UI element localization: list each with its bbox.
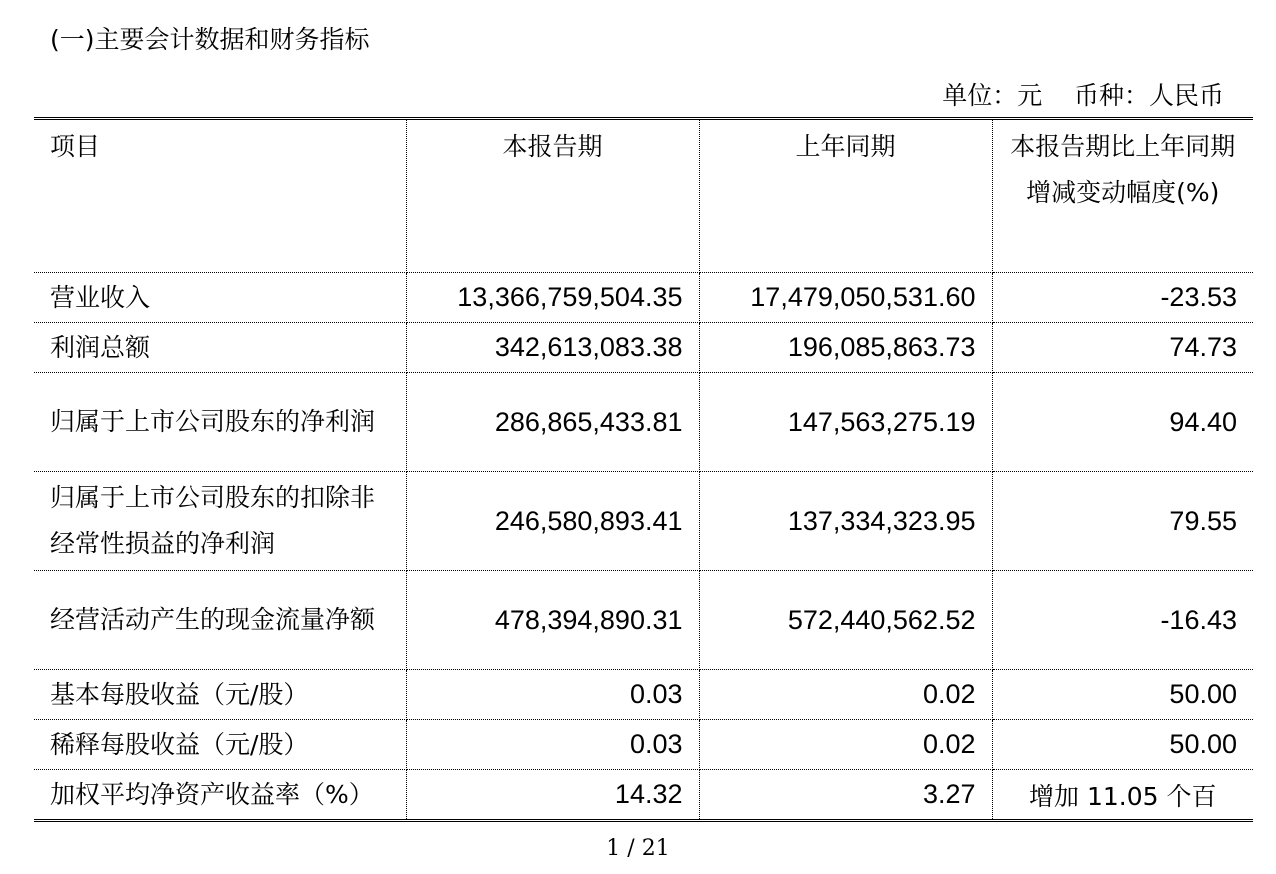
change-value: 74.73 bbox=[992, 323, 1253, 373]
table-row bbox=[34, 323, 1253, 373]
table-row bbox=[34, 373, 1253, 472]
row-label: 营业收入 bbox=[34, 273, 406, 323]
change-value: 79.55 bbox=[992, 472, 1253, 571]
change-value: 增加 11.05 个百 bbox=[992, 770, 1253, 821]
row-label: 基本每股收益（元/股） bbox=[34, 670, 406, 720]
unit-currency-note: 单位：元 币种：人民币 bbox=[942, 81, 1224, 110]
table-row bbox=[34, 720, 1253, 770]
change-value: 94.40 bbox=[992, 373, 1253, 472]
current-value: 286,865,433.81 bbox=[406, 373, 699, 472]
prior-value: 572,440,562.52 bbox=[699, 571, 992, 670]
prior-value: 17,479,050,531.60 bbox=[699, 273, 992, 323]
change-value: 50.00 bbox=[992, 670, 1253, 720]
header-item: 项目 bbox=[34, 119, 406, 273]
current-value: 246,580,893.41 bbox=[406, 472, 699, 571]
table-header-row bbox=[34, 119, 1253, 273]
change-value: -16.43 bbox=[992, 571, 1253, 670]
financial-data-table bbox=[34, 117, 1253, 822]
header-current-period: 本报告期 bbox=[406, 119, 699, 273]
prior-value: 0.02 bbox=[699, 720, 992, 770]
row-label: 稀释每股收益（元/股） bbox=[34, 720, 406, 770]
row-label: 归属于上市公司股东的净利润 bbox=[34, 373, 406, 472]
row-label: 经营活动产生的现金流量净额 bbox=[34, 571, 406, 670]
current-value: 14.32 bbox=[406, 770, 699, 821]
page-number: 1 / 21 bbox=[606, 836, 670, 861]
prior-value: 147,563,275.19 bbox=[699, 373, 992, 472]
prior-value: 137,334,323.95 bbox=[699, 472, 992, 571]
row-label: 利润总额 bbox=[34, 323, 406, 373]
change-value: -23.53 bbox=[992, 273, 1253, 323]
prior-value: 0.02 bbox=[699, 670, 992, 720]
header-change-percent: 本报告期比上年同期增减变动幅度(%) bbox=[992, 119, 1253, 273]
table-row bbox=[34, 670, 1253, 720]
table-row bbox=[34, 472, 1253, 571]
current-value: 0.03 bbox=[406, 720, 699, 770]
current-value: 478,394,890.31 bbox=[406, 571, 699, 670]
change-value: 50.00 bbox=[992, 720, 1253, 770]
section-title: (一)主要会计数据和财务指标 bbox=[50, 25, 370, 54]
row-label: 加权平均净资产收益率（%） bbox=[34, 770, 406, 821]
prior-value: 196,085,863.73 bbox=[699, 323, 992, 373]
prior-value: 3.27 bbox=[699, 770, 992, 821]
table-row bbox=[34, 571, 1253, 670]
current-value: 13,366,759,504.35 bbox=[406, 273, 699, 323]
current-value: 0.03 bbox=[406, 670, 699, 720]
table-row bbox=[34, 273, 1253, 323]
header-prior-period: 上年同期 bbox=[699, 119, 992, 273]
current-value: 342,613,083.38 bbox=[406, 323, 699, 373]
row-label: 归属于上市公司股东的扣除非经常性损益的净利润 bbox=[34, 472, 406, 571]
table-row bbox=[34, 770, 1253, 821]
